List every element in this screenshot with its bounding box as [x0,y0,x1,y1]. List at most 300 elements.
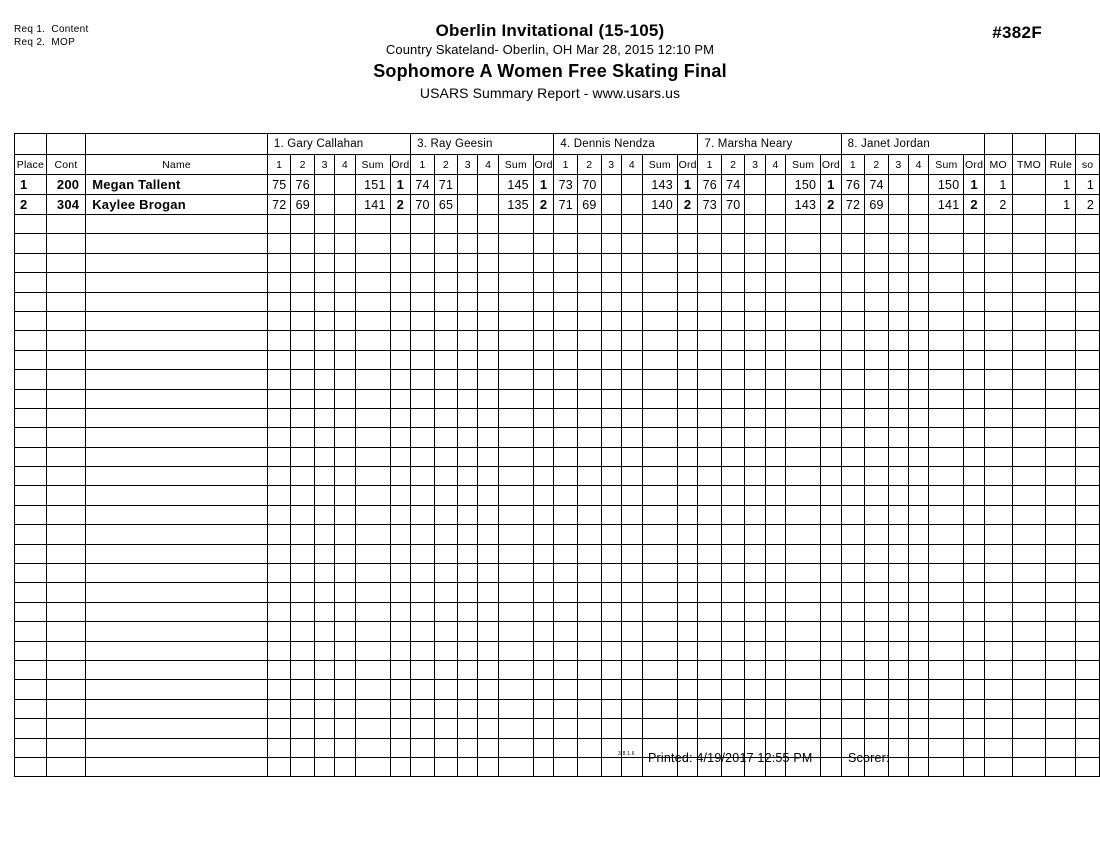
empty-judge1-s4 [335,544,355,563]
empty-row[interactable] [15,370,1100,389]
empty-cont [46,525,85,544]
empty-judge2-s4 [478,467,498,486]
empty-judge1-s2 [291,273,315,292]
empty-judge4-s4 [765,680,785,699]
empty-judge3-s2 [577,719,601,738]
empty-judge3-s2 [577,738,601,757]
empty-judge5-s4 [909,408,929,427]
empty-cont [46,505,85,524]
cell-judge3-sum: 143 [642,175,677,195]
empty-name [86,273,268,292]
empty-judge5-s2 [865,253,889,272]
empty-judge5-s4 [909,699,929,718]
empty-judge4-ord [821,738,842,757]
empty-judge1-s3 [314,331,334,350]
empty-judge2-s2 [434,234,458,253]
empty-judge5-s2 [865,408,889,427]
empty-judge1-sum [355,738,390,757]
cell-rule: 1 [1046,195,1076,215]
empty-judge1-s3 [314,215,334,234]
empty-judge3-s4 [622,525,643,544]
empty-judge3-sum [642,292,677,311]
empty-place [15,292,47,311]
empty-judge3-ord [677,467,698,486]
empty-judge1-s4 [335,467,355,486]
empty-row[interactable] [15,660,1100,679]
empty-name [86,215,268,234]
empty-judge1-s1 [267,428,291,447]
empty-rule [1046,525,1076,544]
empty-judge4-s1 [698,215,722,234]
empty-judge1-s1 [267,641,291,660]
empty-judge4-ord [821,505,842,524]
empty-judge4-s1 [698,583,722,602]
empty-judge4-ord [821,370,842,389]
header-name: Name [86,155,268,175]
header-judge5-sum: Sum [929,155,964,175]
empty-judge1-s1 [267,719,291,738]
empty-row[interactable] [15,719,1100,738]
empty-judge1-s2 [291,447,315,466]
empty-judge5-s2 [865,660,889,679]
cell-judge1-s4 [335,195,355,215]
empty-judge2-s3 [458,680,478,699]
empty-judge5-s3 [888,331,908,350]
empty-mo [984,215,1012,234]
empty-judge5-s4 [909,350,929,369]
cell-name: Megan Tallent [86,175,268,195]
empty-row[interactable] [15,757,1100,776]
empty-judge3-sum [642,505,677,524]
empty-judge3-s1 [554,486,578,505]
empty-judge1-sum [355,719,390,738]
empty-judge2-sum [498,408,533,427]
empty-judge3-ord [677,428,698,447]
empty-judge2-s3 [458,428,478,447]
empty-judge1-ord [390,505,411,524]
empty-judge5-s2 [865,447,889,466]
empty-judge3-sum [642,583,677,602]
cell-judge1-s2: 76 [291,175,315,195]
empty-judge5-s4 [909,757,929,776]
empty-judge2-sum [498,467,533,486]
empty-judge4-s3 [745,215,765,234]
empty-judge2-ord [533,467,554,486]
empty-judge1-s1 [267,680,291,699]
empty-judge3-s4 [622,253,643,272]
empty-judge3-s3 [601,680,622,699]
empty-judge2-ord [533,564,554,583]
empty-judge5-s1 [841,660,865,679]
empty-judge5-sum [929,273,964,292]
empty-row[interactable] [15,641,1100,660]
empty-tmo [1012,622,1046,641]
empty-judge2-s2 [434,253,458,272]
empty-judge3-s1 [554,641,578,660]
empty-judge1-s4 [335,525,355,544]
empty-judge5-s1 [841,544,865,563]
empty-judge4-ord [821,311,842,330]
empty-cont [46,757,85,776]
table-row[interactable] [15,195,1100,215]
cell-judge2-ord: 2 [533,195,554,215]
empty-judge2-s2 [434,350,458,369]
empty-judge4-s1 [698,292,722,311]
empty-so [1076,602,1100,621]
cell-judge1-ord: 2 [390,195,411,215]
empty-judge5-s3 [888,447,908,466]
empty-tmo [1012,253,1046,272]
empty-judge2-s2 [434,641,458,660]
cell-judge2-s3 [458,195,478,215]
empty-judge2-sum [498,680,533,699]
empty-name [86,583,268,602]
empty-judge2-s2 [434,622,458,641]
empty-place [15,350,47,369]
empty-judge1-s2 [291,370,315,389]
empty-judge2-s1 [411,525,435,544]
header-judge3-4: 4 [622,155,643,175]
empty-judge2-s1 [411,292,435,311]
empty-judge5-s2 [865,699,889,718]
empty-judge1-sum [355,467,390,486]
empty-judge2-s4 [478,564,498,583]
empty-judge1-ord [390,389,411,408]
empty-row[interactable] [15,738,1100,757]
empty-judge4-sum [786,350,821,369]
empty-judge1-s2 [291,234,315,253]
empty-judge1-ord [390,234,411,253]
empty-row[interactable] [15,350,1100,369]
empty-so [1076,486,1100,505]
empty-rule [1046,544,1076,563]
empty-judge2-ord [533,544,554,563]
cell-judge4-s2: 74 [721,175,745,195]
empty-cont [46,234,85,253]
empty-judge3-s1 [554,408,578,427]
empty-mo [984,622,1012,641]
empty-judge4-s1 [698,428,722,447]
empty-judge1-s2 [291,757,315,776]
scorer-label: Scorer: [848,751,890,765]
empty-judge2-ord [533,234,554,253]
empty-judge2-s1 [411,544,435,563]
header-judge1-4: 4 [335,155,355,175]
empty-judge1-s4 [335,564,355,583]
empty-row[interactable] [15,253,1100,272]
empty-row[interactable] [15,215,1100,234]
empty-judge2-sum [498,641,533,660]
empty-judge2-s3 [458,719,478,738]
empty-judge2-s2 [434,408,458,427]
empty-judge4-s4 [765,273,785,292]
header-judge5-4: 4 [909,155,929,175]
header-judge2-ord: Ord [533,155,554,175]
empty-judge5-s1 [841,253,865,272]
empty-so [1076,253,1100,272]
empty-judge2-sum [498,564,533,583]
empty-judge1-s4 [335,719,355,738]
header-mo: MO [984,155,1012,175]
empty-judge3-s2 [577,428,601,447]
empty-judge4-s1 [698,622,722,641]
empty-judge5-s2 [865,273,889,292]
empty-judge4-ord [821,757,842,776]
empty-judge1-s1 [267,273,291,292]
empty-place [15,234,47,253]
cell-so: 2 [1076,195,1100,215]
empty-judge2-s3 [458,331,478,350]
empty-row[interactable] [15,311,1100,330]
empty-judge1-ord [390,408,411,427]
empty-name [86,234,268,253]
empty-name [86,370,268,389]
empty-judge5-sum [929,622,964,641]
empty-judge3-s4 [622,757,643,776]
empty-judge2-s1 [411,660,435,679]
empty-judge4-s2 [721,486,745,505]
empty-judge5-s2 [865,525,889,544]
empty-judge3-s4 [622,719,643,738]
empty-judge4-ord [821,467,842,486]
empty-judge5-s3 [888,389,908,408]
empty-judge1-s3 [314,641,334,660]
empty-judge4-ord [821,622,842,641]
empty-judge3-ord [677,234,698,253]
empty-judge1-s4 [335,389,355,408]
empty-judge5-s1 [841,467,865,486]
empty-judge1-s1 [267,234,291,253]
empty-judge5-sum [929,486,964,505]
empty-row[interactable] [15,331,1100,350]
empty-judge4-s3 [745,505,765,524]
empty-row[interactable] [15,389,1100,408]
empty-row[interactable] [15,564,1100,583]
cell-rule: 1 [1046,175,1076,195]
empty-judge5-sum [929,215,964,234]
empty-judge4-s4 [765,602,785,621]
empty-judge5-sum [929,408,964,427]
empty-mo [984,370,1012,389]
empty-judge4-s3 [745,370,765,389]
empty-judge3-ord [677,292,698,311]
empty-row[interactable] [15,680,1100,699]
empty-judge3-s3 [601,428,622,447]
header-judge5-1: 1 [841,155,865,175]
empty-judge1-s3 [314,447,334,466]
empty-judge4-sum [786,544,821,563]
empty-judge1-s3 [314,311,334,330]
empty-judge2-s1 [411,738,435,757]
empty-judge3-s2 [577,311,601,330]
empty-judge5-ord [964,544,985,563]
empty-mo [984,467,1012,486]
empty-mo [984,738,1012,757]
empty-judge3-ord [677,273,698,292]
cell-judge3-s3 [601,195,622,215]
empty-judge4-s4 [765,331,785,350]
empty-judge3-sum [642,234,677,253]
empty-place [15,544,47,563]
empty-judge3-s4 [622,486,643,505]
empty-row[interactable] [15,408,1100,427]
header-judge5-ord: Ord [964,155,985,175]
empty-row[interactable] [15,699,1100,718]
empty-judge3-s2 [577,757,601,776]
empty-tmo [1012,370,1046,389]
empty-judge1-s4 [335,680,355,699]
empty-judge4-s3 [745,583,765,602]
empty-judge2-ord [533,602,554,621]
empty-judge2-ord [533,311,554,330]
empty-row[interactable] [15,428,1100,447]
empty-judge2-s3 [458,408,478,427]
empty-judge5-s4 [909,370,929,389]
empty-judge1-s1 [267,505,291,524]
empty-judge2-s2 [434,215,458,234]
cell-judge5-sum: 141 [929,195,964,215]
empty-judge5-s3 [888,544,908,563]
cell-judge3-s1: 71 [554,195,578,215]
cell-judge5-s1: 72 [841,195,865,215]
empty-row[interactable] [15,505,1100,524]
empty-judge1-ord [390,680,411,699]
empty-rule [1046,602,1076,621]
empty-judge1-sum [355,660,390,679]
empty-so [1076,311,1100,330]
empty-judge5-s1 [841,505,865,524]
empty-judge3-s3 [601,660,622,679]
empty-name [86,428,268,447]
empty-row[interactable] [15,486,1100,505]
empty-judge4-s2 [721,253,745,272]
empty-judge1-s4 [335,292,355,311]
empty-judge2-s3 [458,370,478,389]
empty-judge5-sum [929,370,964,389]
empty-judge4-sum [786,273,821,292]
empty-judge3-s3 [601,215,622,234]
empty-judge3-s1 [554,680,578,699]
empty-judge4-s2 [721,641,745,660]
empty-rule [1046,622,1076,641]
empty-judge5-s1 [841,525,865,544]
empty-judge2-s3 [458,525,478,544]
empty-mo [984,447,1012,466]
empty-judge1-s1 [267,544,291,563]
empty-judge3-s2 [577,622,601,641]
empty-judge2-s1 [411,622,435,641]
empty-judge3-s4 [622,641,643,660]
empty-judge2-s3 [458,738,478,757]
empty-judge3-sum [642,564,677,583]
empty-rule [1046,389,1076,408]
empty-judge4-s2 [721,525,745,544]
cell-judge5-ord: 2 [964,195,985,215]
empty-judge4-s2 [721,680,745,699]
empty-judge4-s3 [745,253,765,272]
empty-judge3-s3 [601,467,622,486]
empty-mo [984,486,1012,505]
empty-judge2-sum [498,622,533,641]
empty-judge2-sum [498,253,533,272]
table-row[interactable] [15,175,1100,195]
empty-judge2-sum [498,273,533,292]
empty-judge5-s1 [841,699,865,718]
empty-judge2-sum [498,719,533,738]
empty-so [1076,544,1100,563]
empty-judge3-ord [677,350,698,369]
empty-judge4-s1 [698,447,722,466]
empty-judge1-s4 [335,583,355,602]
empty-judge5-sum [929,428,964,447]
empty-judge5-sum [929,757,964,776]
empty-judge3-s3 [601,311,622,330]
empty-judge4-s4 [765,447,785,466]
empty-judge2-s3 [458,564,478,583]
empty-judge2-s4 [478,292,498,311]
header-judge4-3: 3 [745,155,765,175]
empty-judge3-s4 [622,350,643,369]
empty-row[interactable] [15,544,1100,563]
empty-judge3-sum [642,273,677,292]
empty-cont [46,583,85,602]
report-header [0,20,1100,104]
empty-judge5-s3 [888,641,908,660]
empty-judge5-s2 [865,680,889,699]
empty-row[interactable] [15,602,1100,621]
empty-judge2-s2 [434,486,458,505]
empty-judge4-sum [786,622,821,641]
empty-row[interactable] [15,273,1100,292]
empty-rule [1046,738,1076,757]
empty-cont [46,311,85,330]
empty-row[interactable] [15,292,1100,311]
empty-judge2-s4 [478,525,498,544]
empty-judge5-s2 [865,564,889,583]
empty-row[interactable] [15,467,1100,486]
empty-judge5-ord [964,292,985,311]
empty-judge1-s3 [314,583,334,602]
empty-judge3-s4 [622,273,643,292]
empty-judge4-s3 [745,680,765,699]
empty-row[interactable] [15,583,1100,602]
empty-row[interactable] [15,447,1100,466]
empty-judge3-s1 [554,273,578,292]
empty-row[interactable] [15,234,1100,253]
empty-judge4-s4 [765,428,785,447]
empty-judge2-ord [533,370,554,389]
empty-judge2-ord [533,699,554,718]
empty-judge2-sum [498,389,533,408]
empty-judge2-s1 [411,428,435,447]
empty-judge5-s4 [909,253,929,272]
empty-judge1-s1 [267,331,291,350]
empty-judge1-s3 [314,253,334,272]
empty-judge4-sum [786,505,821,524]
requirement-line-2: Req 2. MOP [14,37,76,48]
empty-row[interactable] [15,525,1100,544]
empty-judge1-s4 [335,486,355,505]
empty-tmo [1012,641,1046,660]
cell-tmo [1012,175,1046,195]
empty-judge1-s3 [314,467,334,486]
empty-row[interactable] [15,622,1100,641]
empty-mo [984,408,1012,427]
empty-name [86,311,268,330]
header-judge1-3: 3 [314,155,334,175]
cell-name: Kaylee Brogan [86,195,268,215]
empty-tmo [1012,311,1046,330]
